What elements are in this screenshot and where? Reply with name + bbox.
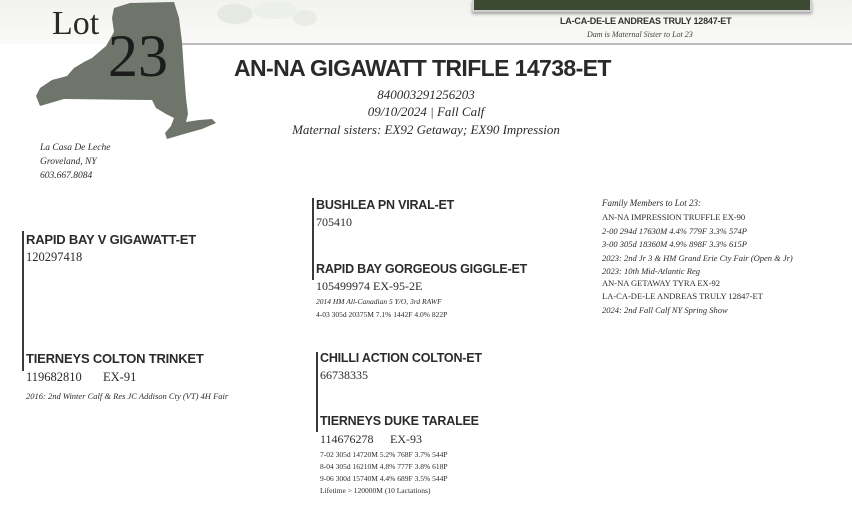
family-line: LA-CA-DE-LE ANDREAS TRULY 12847-ET	[602, 291, 763, 301]
dam-sire-reg: 66738335	[320, 368, 368, 382]
animal-name: AN-NA GIGAWATT TRIFLE 14738-ET	[234, 55, 611, 81]
family-line: 2023: 10th Mid-Atlantic Reg	[602, 266, 700, 276]
dam-dam-record: 9-06 300d 15740M 4.4% 689F 3.5% 544P	[320, 474, 448, 483]
family-line: 2-00 294d 17630M 4.4% 779F 3.3% 574P	[602, 226, 747, 236]
consignor-name: La Casa De Leche	[40, 143, 111, 153]
dam-note: 2016: 2nd Winter Calf & Res JC Addison Cty (VT) 4H Fair	[26, 391, 229, 401]
flower-decoration	[205, 0, 325, 32]
dam-dam-reg: 114676278	[320, 432, 374, 446]
lot-number: 23	[108, 23, 168, 89]
sire-side-bracket	[312, 198, 314, 280]
consignor-phone: 603.667.8084	[40, 171, 93, 181]
dam-dam-name: TIERNEYS DUKE TARALEE	[320, 414, 479, 428]
animal-id: 840003291256203	[377, 87, 475, 102]
sire-name: RAPID BAY V GIGAWATT-ET	[26, 232, 196, 247]
photo-caption-note: Dam is Maternal Sister to Lot 23	[587, 30, 693, 39]
dam-photo	[472, 0, 812, 12]
family-line: AN-NA GETAWAY TYRA EX-92	[602, 278, 721, 288]
dam-reg: 119682810	[26, 370, 82, 384]
sire-dam-note: 2014 HM All-Canadian 5 Y/O, 3rd RAWF	[316, 297, 442, 306]
sire-sire-name: BUSHLEA PN VIRAL-ET	[316, 198, 455, 212]
dam-dam-lifetime: Lifetime > 120000M (10 Lactations)	[320, 486, 431, 495]
sire-reg: 120297418	[26, 250, 83, 264]
lot-label: Lot	[52, 5, 100, 42]
dam-side-bracket	[316, 352, 318, 432]
sire-dam-record: 4-03 305d 20375M 7.1% 1442F 4.0% 822P	[316, 310, 448, 319]
family-line: 2024: 2nd Fall Calf NY Spring Show	[602, 305, 728, 315]
header-rule	[180, 43, 852, 45]
sire-sire-reg: 705410	[316, 215, 352, 229]
dam-dam-record: 8-04 305d 16210M 4.8% 777F 3.8% 618P	[320, 462, 448, 471]
sire-dam-reg: 105499974 EX-95-2E	[316, 279, 423, 293]
dam-score: EX-91	[103, 370, 137, 384]
consignor-location: Groveland, NY	[40, 157, 97, 167]
family-line: 3-00 305d 18360M 4.9% 898F 3.3% 615P	[602, 239, 747, 249]
dam-sire-name: CHILLI ACTION COLTON-ET	[320, 351, 482, 365]
dam-name: TIERNEYS COLTON TRINKET	[26, 351, 204, 366]
maternal-sisters: Maternal sisters: EX92 Getaway; EX90 Impression	[292, 122, 560, 137]
animal-birth: 09/10/2024 | Fall Calf	[367, 104, 485, 119]
dam-dam-record: 7-02 305d 14720M 5.2% 768F 3.7% 544P	[320, 450, 448, 459]
photo-caption-title: LA-CA-DE-LE ANDREAS TRULY 12847-ET	[560, 16, 732, 26]
sire-dam-name: RAPID BAY GORGEOUS GIGGLE-ET	[316, 262, 528, 276]
dam-dam-score: EX-93	[390, 432, 422, 446]
family-line: 2023: 2nd Jr 3 & HM Grand Erie Cty Fair (Open & Jr)	[602, 253, 793, 263]
sire-bracket	[22, 231, 24, 371]
family-line: AN-NA IMPRESSION TRUFFLE EX-90	[602, 212, 746, 222]
family-heading: Family Members to Lot 23:	[602, 198, 701, 208]
